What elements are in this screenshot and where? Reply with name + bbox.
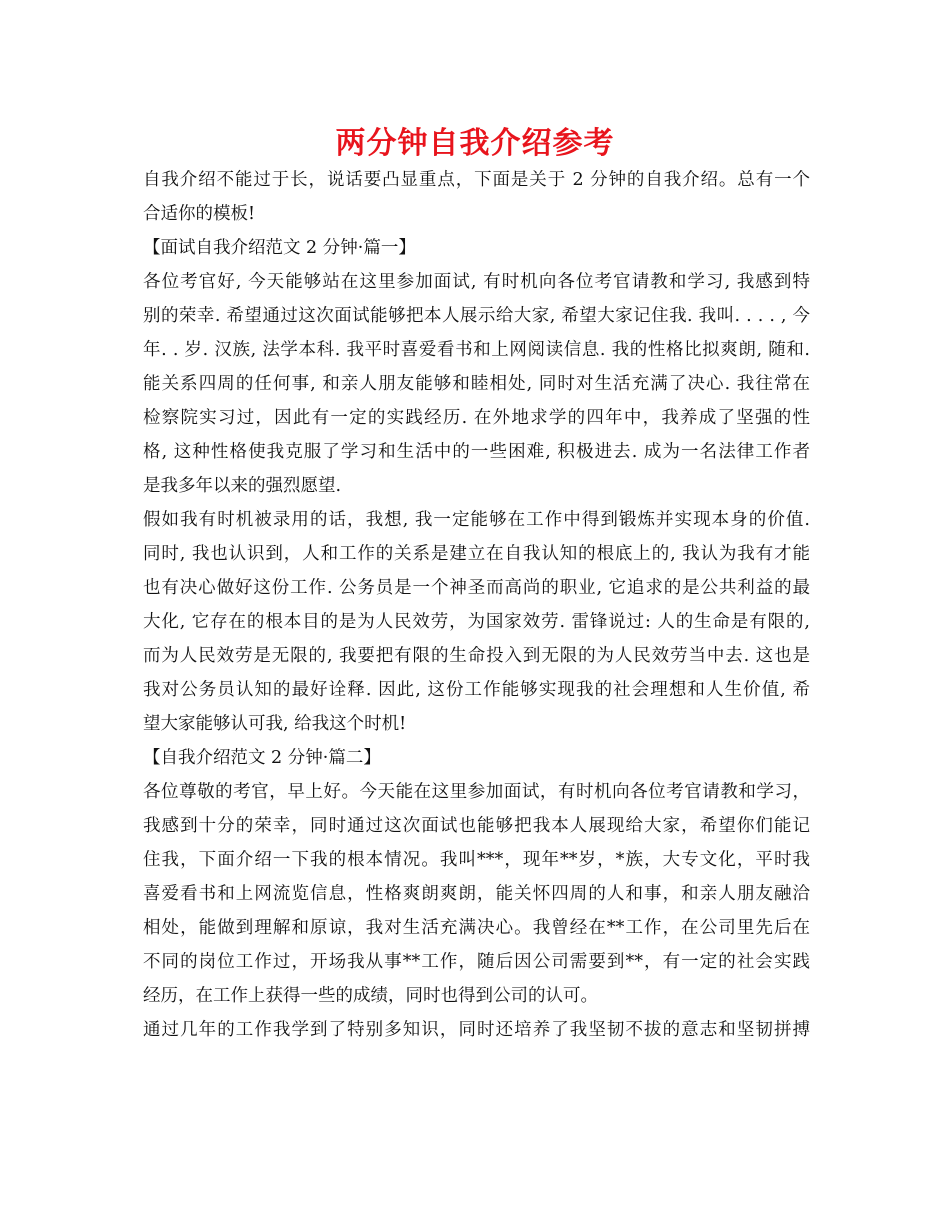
text-line: 同时, 我也认识到，人和工作的关系是建立在自我认知的根底上的, 我认为我有才能 [143, 544, 810, 564]
text-line: 我感到十分的荣幸，同时通过这次面试也能够把我本人展现给大家，希望你们能记 [143, 816, 810, 836]
text-line: 各位考官好, 今天能够站在这里参加面试, 有时机向各位考官请教和学习, 我感到特 [143, 272, 810, 292]
text-line: 不同的岗位工作过，开场我从事**工作，随后因公司需要到**，有一定的社会实践 [143, 952, 810, 972]
text-line: 【自我介绍范文 2 分钟·篇二】 [143, 748, 381, 768]
text-line: 望大家能够认可我, 给我这个时机! [143, 714, 407, 734]
text-line: 各位尊敬的考官，早上好。今天能在这里参加面试，有时机向各位考官请教和学习， [143, 782, 810, 802]
text-line: 住我，下面介绍一下我的根本情况。我叫***，现年**岁，*族，大专文化，平时我 [143, 850, 810, 870]
text-line: 相处，能做到理解和原谅，我对生活充满决心。我曾经在**工作，在公司里先后在 [143, 918, 810, 938]
text-line: 大化, 它存在的根本目的是为人民效劳，为国家效劳. 雷锋说过: 人的生命是有限的, [143, 612, 810, 632]
document-title: 两分钟自我介绍参考 [335, 126, 615, 161]
text-line: 年. . 岁. 汉族, 法学本科. 我平时喜爱看书和上网阅读信息. 我的性格比拟爽朗, 随和. [143, 340, 810, 360]
text-line: 通过几年的工作我学到了特别多知识，同时还培养了我坚韧不拔的意志和坚韧拼搏 [143, 1020, 810, 1040]
text-line: 喜爱看书和上网流览信息，性格爽朗爽朗，能关怀四周的人和事，和亲人朋友融洽 [143, 884, 810, 904]
text-line: 能关系四周的任何事, 和亲人朋友能够和睦相处, 同时对生活充满了决心. 我往常在 [143, 374, 810, 394]
document-body [143, 163, 810, 1047]
text-line: 假如我有时机被录用的话，我想, 我一定能够在工作中得到锻炼并实现本身的价值. [143, 510, 810, 530]
text-line: 而为人民效劳是无限的, 我要把有限的生命投入到无限的为人民效劳当中去. 这也是 [143, 646, 810, 666]
text-line: 我对公务员认知的最好诠释. 因此, 这份工作能够实现我的社会理想和人生价值, 希 [143, 680, 810, 700]
text-line: 检察院实习过，因此有一定的实践经历. 在外地求学的四年中，我养成了坚强的性 [143, 408, 810, 428]
text-line: 是我多年以来的强烈愿望. [143, 476, 342, 496]
text-line: 别的荣幸. 希望通过这次面试能够把本人展示给大家, 希望大家记住我. 我叫. . . . , 今 [143, 306, 810, 326]
text-line: 【面试自我介绍范文 2 分钟·篇一】 [143, 238, 416, 258]
text-line: 也有决心做好这份工作. 公务员是一个神圣而高尚的职业, 它追求的是公共利益的最 [143, 578, 810, 598]
text-line: 经历，在工作上获得一些的成绩，同时也得到公司的认可。 [143, 986, 598, 1006]
text-line: 格, 这种性格使我克服了学习和生活中的一些困难, 积极进去. 成为一名法律工作者 [143, 442, 810, 462]
text-line: 自我介绍不能过于长，说话要凸显重点，下面是关于 2 分钟的自我介绍。总有一个 [143, 170, 810, 190]
text-line: 合适你的模板! [143, 204, 256, 224]
